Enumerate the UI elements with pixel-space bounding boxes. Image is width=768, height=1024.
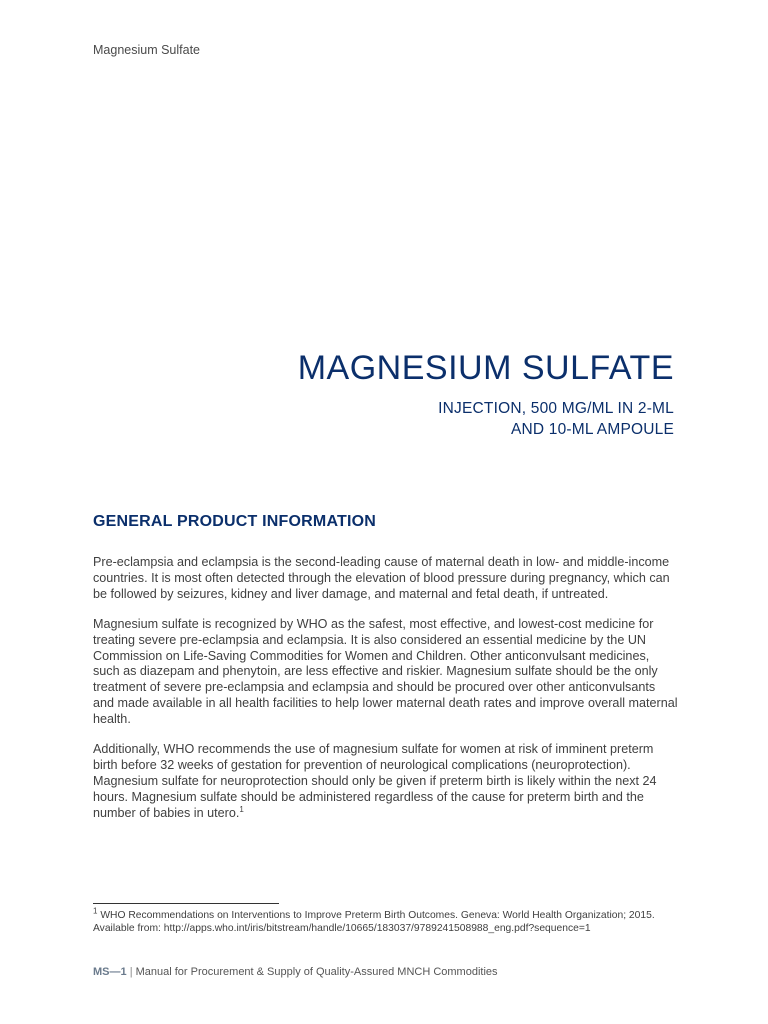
document-title: MAGNESIUM SULFATE	[297, 349, 674, 387]
footnote-reference[interactable]: 1	[239, 804, 244, 814]
footnote-line-1	[93, 906, 693, 922]
section-heading: GENERAL PRODUCT INFORMATION	[93, 513, 377, 530]
subtitle-line-1: INJECTION, 500 MG/ML IN 2-ML	[438, 400, 674, 417]
paragraph-1: Pre-eclampsia and eclampsia is the second-leading cause of maternal death in low- and middle-income countries. It is most often detected through the elevation of blood pressure during pregnancy, which can be followed by seizures, kidney and liver damage, and maternal and fetal death, if untreated.	[93, 555, 670, 601]
page-number: MS—1	[93, 966, 127, 978]
footnote-divider	[93, 903, 279, 904]
paragraph-3-text: Additionally, WHO recommends the use of magnesium sulfate for women at risk of imminent preterm birth before 32 weeks of gestation for prevention of neurological complications (neuroprotection). Magnesium sulfate for neuroprotection should only be given if preterm birth is likely within the next 24 hours. Magnesium sulfate should be administered regardless of the cause for preterm birth and the number of babies in utero.	[93, 742, 657, 820]
footnote-text-1: WHO Recommendations on Interventions to Improve Preterm Birth Outcomes. Geneva: World Health Organization; 2015.	[100, 910, 655, 921]
paragraph-3	[93, 742, 678, 822]
running-head: Magnesium Sulfate	[93, 43, 201, 57]
body-text	[93, 555, 678, 836]
footnote-marker: 1	[93, 906, 98, 916]
title-block	[298, 348, 674, 440]
subtitle-line-2: AND 10-ML AMPOULE	[510, 421, 674, 438]
footnote	[93, 906, 693, 935]
footer-separator: |	[129, 966, 133, 978]
document-subtitle	[298, 398, 674, 440]
paragraph-2: Magnesium sulfate is recognized by WHO as the safest, most effective, and lowest-cost medicine for treating severe pre-eclampsia and eclampsia. It is also considered an essential medicine by the UN Commission on Life-Saving Commodities for Women and Children. Other anticonvulsant medicines, such as diazepam and phenytoin, are less effective and riskier. Magnesium sulfate should be the only treatment of severe pre-eclampsia and eclampsia and should be procured over other anticonvulsants and made available in all health facilities to help lower maternal death rates and improve overall maternal health.	[93, 616, 678, 727]
footnote-line-2: Available from: http://apps.who.int/iris/bitstream/handle/10665/183037/9789241508988_eng.pdf?sequence=1	[93, 923, 591, 934]
page-footer	[93, 966, 498, 978]
footer-title: Manual for Procurement & Supply of Quality-Assured MNCH Commodities	[135, 966, 498, 978]
